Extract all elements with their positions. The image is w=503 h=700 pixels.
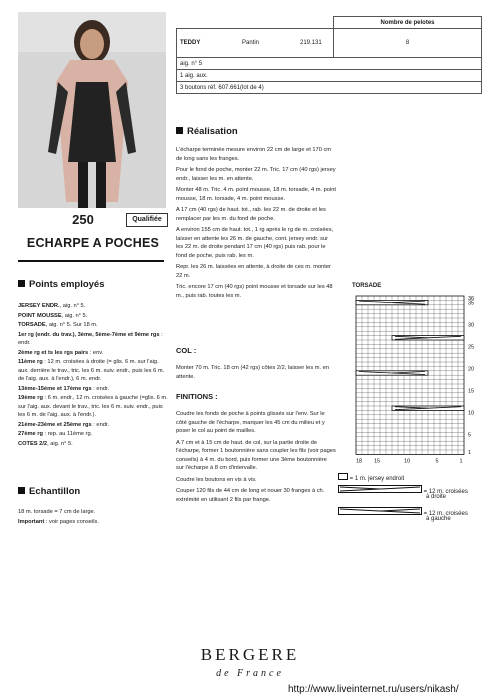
chart-y-tick: 36 bbox=[468, 296, 475, 303]
realisation-paragraph: L'écharpe terminée mesure environ 22 cm de large et 170 cm de long sans les franges. bbox=[176, 147, 332, 162]
cable-left-icon bbox=[338, 507, 422, 515]
qualified-badge: Qualifiée bbox=[126, 213, 168, 227]
needles-row: aig. n° 5 bbox=[177, 58, 482, 70]
chart-y-tick: 15 bbox=[468, 388, 475, 395]
legend-left-2: à gauche bbox=[426, 516, 451, 522]
points-item bbox=[18, 430, 168, 439]
pelotes-count: 8 bbox=[334, 29, 482, 58]
realisation-paragraph: A environ 155 cm de haut. tot., 1 rg après le rg de m. croisées, laisser en attente les 26 m. de gauche, cont. jersey endr. sur les 22 m. de droite pendant 17 cm (40 rgs) puis rab. pour le fond de poche, puis rab. les m. bbox=[176, 227, 334, 259]
chart-y-tick: 5 bbox=[468, 432, 472, 439]
echantillon-item-label: Important bbox=[18, 518, 45, 525]
finitions-text bbox=[176, 410, 336, 507]
points-item-label: 11ème rg bbox=[18, 359, 43, 365]
model-photo bbox=[18, 12, 166, 208]
realisation-paragraph: Repr. les 26 m. laissées en attente, à droite de ces m. monter 22 m. bbox=[176, 264, 331, 279]
realisation-paragraph: A 17 cm (40 rgs) de haut. tot., rab. les 22 m. de droite et les remplacer par les m. du fond de poche. bbox=[176, 207, 326, 222]
points-item bbox=[18, 440, 168, 449]
points-item-label: COTES 2/2 bbox=[18, 440, 48, 447]
points-item bbox=[18, 358, 168, 384]
chart-title: TORSADE bbox=[352, 283, 382, 289]
model-title: ECHARPE A POCHES bbox=[26, 236, 160, 250]
source-url: http://www.liveinternet.ru/users/nikash/ bbox=[288, 684, 459, 695]
realisation-heading bbox=[176, 126, 238, 137]
points-item bbox=[18, 394, 168, 420]
title-divider bbox=[18, 260, 164, 262]
finitions-paragraph: Couper 120 fils de 44 cm de long et nouer 30 franges à ch. extrémité en utilisant 2 fils par frange. bbox=[176, 488, 325, 503]
section-square-icon bbox=[176, 127, 183, 134]
points-item-text: : env. bbox=[88, 349, 104, 356]
points-item-text: : 12 m. croisées à droite (= glis. 6 m. sur l'aig. aux. derrière le trav., tric. les 6 m. suiv. endr., puis les 6 m. de l'aig. aux. à l'endr.), 6 m. endr. bbox=[18, 359, 165, 382]
model-number: 250 bbox=[72, 212, 94, 227]
points-item bbox=[18, 331, 168, 348]
yarn-color: Pantin bbox=[239, 29, 297, 58]
points-item-text: , aig. n° 5. bbox=[47, 440, 73, 447]
finitions-paragraph: Coudre les boutons en vis à vis. bbox=[176, 476, 257, 483]
chart-y-tick: 20 bbox=[468, 366, 475, 373]
points-item-label: 19ème rg bbox=[18, 395, 43, 401]
pelotes-header: Nombre de pelotes bbox=[334, 17, 482, 29]
brand-logo: BERGERE bbox=[200, 645, 300, 664]
chart-y-tick: 25 bbox=[468, 344, 475, 351]
points-item bbox=[18, 385, 168, 394]
points-item bbox=[18, 421, 168, 430]
points-item-label: 21ème-23ème et 25ème rgs bbox=[18, 421, 92, 428]
points-item-text: , aig. n° 5. bbox=[59, 303, 86, 309]
points-item-label: POINT MOUSSE bbox=[18, 312, 62, 319]
finitions-paragraph: A 7 cm et à 15 cm de haut. de col, sur la partie droite de l'écharpe, former 1 boutonnière sans coupler les fils (voir pages conseils) à 4 m. du bord, puis former une 3ème boutonnière sur l'écharpe à 8 cm d'intervalle. bbox=[176, 439, 336, 471]
legend-right-2: à droite bbox=[426, 494, 447, 500]
chart-x-tick: 1 bbox=[459, 458, 463, 465]
points-item-label: TORSADE bbox=[18, 322, 46, 328]
points-item-text: : endr. bbox=[91, 421, 110, 428]
yarn-table bbox=[176, 16, 482, 94]
echantillon-heading-text: Echantillon bbox=[29, 486, 81, 497]
echantillon-item-text: : voir pages conseils. bbox=[44, 518, 99, 525]
points-heading-text: Points employés bbox=[29, 279, 105, 290]
chart-y-tick: 35 bbox=[468, 300, 475, 307]
chart-x-tick: 18 bbox=[355, 458, 363, 465]
echantillon-item-text: 18 m. torsade = 7 cm de large. bbox=[18, 509, 96, 515]
points-item-text: : endr. bbox=[91, 385, 110, 392]
points-item bbox=[18, 312, 168, 321]
points-item bbox=[18, 321, 168, 330]
chart-y-tick: 10 bbox=[468, 410, 475, 417]
finitions-paragraph: Coudre les fonds de poche à points glissés sur l'env. Sur le côté gauche de l'écharpe, marquer les 45 cm du milieu et y poser le col au point de mailles. bbox=[176, 411, 325, 434]
col-heading: COL : bbox=[176, 346, 197, 355]
legend-left-1: = 12 m. croisées bbox=[423, 511, 468, 517]
aux-needle-row: 1 aig. aux. bbox=[177, 70, 482, 82]
points-item-text: , aig. n° 5. bbox=[61, 312, 88, 319]
yarn-name: TEDDY bbox=[177, 29, 240, 58]
realisation-paragraph: Pour le fond de poche, monter 22 m. Tric. 17 cm (40 rgs) jersey endr., laisser les m. en attente. bbox=[176, 167, 336, 182]
buttons-row: 3 boutons réf. 607.661(lot de 4) bbox=[177, 82, 482, 94]
echantillon-item bbox=[18, 508, 168, 517]
legend-jersey: = 1 m. jersey endroit bbox=[349, 476, 405, 482]
realisation-text bbox=[176, 146, 336, 303]
cable-right-icon bbox=[338, 485, 422, 493]
points-item-text: : endr. bbox=[18, 331, 163, 346]
chart-x-tick: 10 bbox=[403, 458, 411, 465]
section-square-icon bbox=[18, 487, 25, 494]
yarn-ref: 219.131 bbox=[297, 29, 334, 58]
legend-right-1: = 12 m. croisées bbox=[423, 489, 468, 495]
points-item-label: JERSEY ENDR. bbox=[18, 303, 60, 309]
realisation-paragraph: Monter 48 m. Tric. 4 m. point mousse, 18 m. torsade, 4 m. point mousse, 18 m. torsade, 4 m. point mousse. bbox=[176, 187, 336, 202]
echantillon-heading bbox=[18, 486, 80, 497]
finitions-heading: FINITIONS : bbox=[176, 392, 218, 401]
points-item-text: : rep. au 11ème rg. bbox=[42, 431, 93, 437]
chart-x-tick: 15 bbox=[373, 458, 381, 465]
torsade-chart bbox=[348, 290, 488, 465]
points-list bbox=[18, 302, 168, 449]
brand-logo-subtitle: de France bbox=[216, 668, 284, 679]
col-text: Monter 70 m. Tric. 18 cm (42 rgs) côtes 2/2, laisser les m. en attente. bbox=[176, 365, 329, 380]
realisation-heading-text: Réalisation bbox=[187, 126, 238, 137]
points-item-label: 1er rg (endr. du trav.), 3ème, 5ème-7ème et 9ème rgs bbox=[18, 331, 160, 338]
realisation-paragraph: Tric. encore 17 cm (40 rgs) point mousse et torsade sur les 48 m., puis rab. toutes les m. bbox=[176, 284, 333, 299]
echantillon-list bbox=[18, 508, 168, 527]
points-item bbox=[18, 302, 168, 311]
echantillon-item bbox=[18, 518, 168, 527]
points-item-text: , aig. n° 5. Sur 18 m. bbox=[45, 322, 98, 328]
section-square-icon bbox=[18, 280, 25, 287]
points-heading bbox=[18, 279, 105, 290]
points-item bbox=[18, 349, 168, 358]
points-item-label: 2ème rg et ts les rgs pairs bbox=[18, 349, 89, 356]
chart-y-tick: 30 bbox=[468, 322, 475, 329]
chart-y-tick: 1 bbox=[468, 450, 472, 457]
jersey-symbol-icon bbox=[338, 473, 348, 480]
points-item-label: 13ème-15ème et 17ème rgs bbox=[18, 385, 92, 392]
chart-x-tick: 5 bbox=[435, 458, 439, 465]
points-item-label: 27ème rg bbox=[18, 431, 43, 437]
points-item-text: : 6 m. endr., 12 m. croisées à gauche (=glis. 6 m. sur l'aig. aux. devant le trav., tric. les 6 m. suiv. endr., puis les 6 m. de l'aig. aux. à l'endr.). bbox=[18, 395, 168, 418]
